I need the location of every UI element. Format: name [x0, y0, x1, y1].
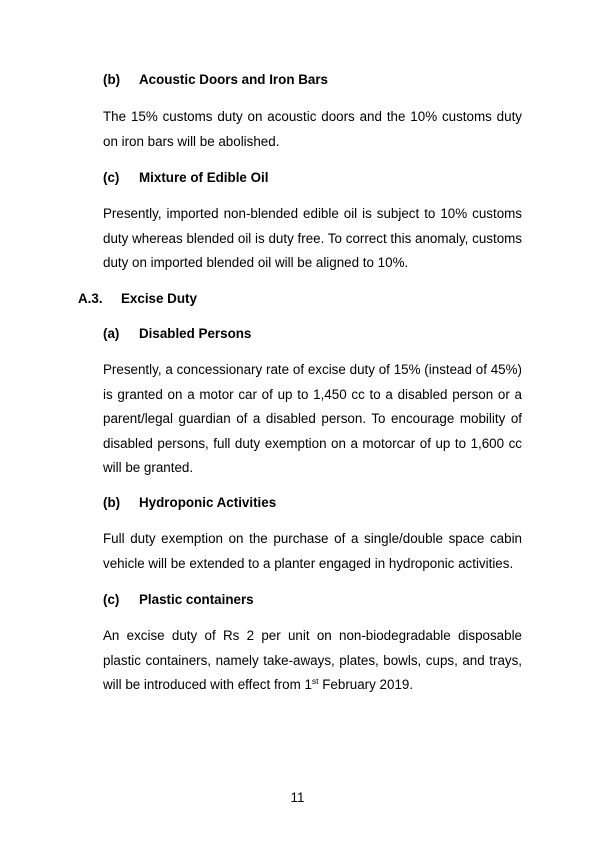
subsection-title: Hydroponic Activities: [139, 495, 277, 510]
paragraph-edible-oil: Presently, imported non-blended edible oil is subject to 10% customs duty whereas blended oil is duty free. To correct this anomaly, customs duty on imported blended oil will be aligned to 10%.: [103, 206, 522, 270]
subsection-label: (c): [103, 170, 120, 185]
subsection-label: (b): [103, 495, 121, 510]
paragraph-hydroponic: Full duty exemption on the purchase of a single/double space cabin vehicle will be extended to a planter engaged in hydroponic activities.: [103, 531, 522, 571]
subsection-label: (b): [103, 72, 121, 87]
section-label: A.3.: [78, 291, 103, 306]
paragraph-acoustic-doors: The 15% customs duty on acoustic doors and the 10% customs duty on iron bars will be abolished.: [103, 109, 522, 149]
paragraph-disabled-persons: Presently, a concessionary rate of excise duty of 15% (instead of 45%) is granted on a motor car of up to 1,450 cc to a disabled person or a parent/legal guardian of a disabled person. To encourage mobility of disabled persons, full duty exemption on a motorcar of up to 1,600 cc will be granted.: [103, 362, 522, 475]
subsection-title: Disabled Persons: [139, 326, 252, 341]
subsection-title: Plastic containers: [139, 592, 254, 607]
subsection-title: Acoustic Doors and Iron Bars: [139, 72, 328, 87]
ordinal-superscript: st: [311, 676, 319, 686]
section-title: Excise Duty: [121, 291, 197, 306]
page-number: 11: [290, 790, 305, 805]
paragraph-text-end: February 2019.: [318, 677, 414, 692]
paragraph-plastic-containers: [103, 624, 522, 698]
paragraph-text: An excise duty of Rs 2 per unit on non-biodegradable disposable plastic containers, namely take-aways, plates, bowls, cups, and trays, will be introduced with effect from 1: [103, 628, 522, 692]
subsection-title: Mixture of Edible Oil: [139, 170, 269, 185]
subsection-label: (c): [103, 592, 120, 607]
subsection-label: (a): [103, 326, 120, 341]
